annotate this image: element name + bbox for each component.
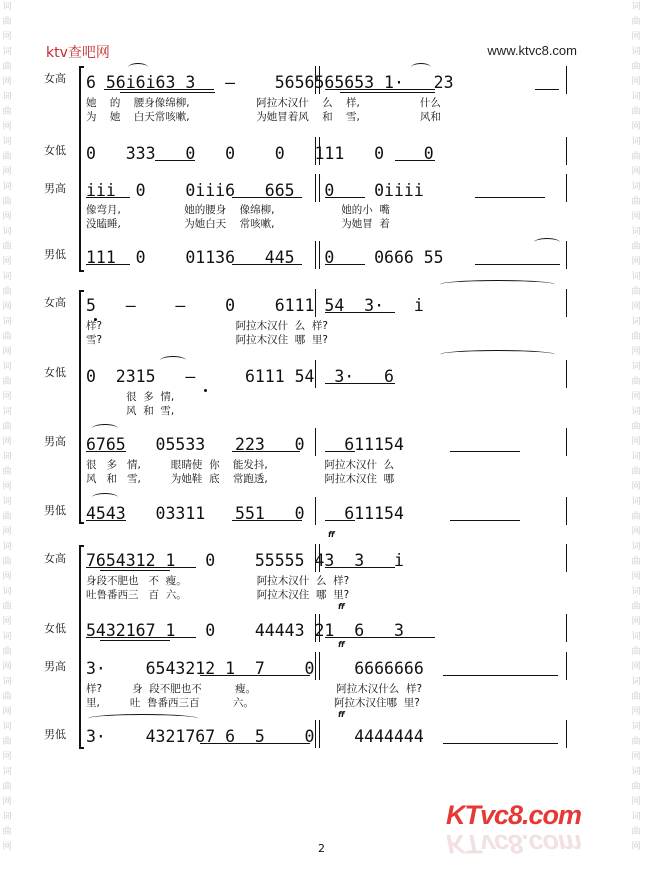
barline — [566, 174, 567, 202]
slur — [160, 356, 186, 365]
underline — [475, 197, 545, 198]
slur — [411, 63, 431, 72]
part-label-alto: 女低 — [44, 366, 66, 379]
barline — [315, 289, 316, 317]
notes-tenor-2: 6765 05533 223 0 611154 — [86, 435, 404, 454]
notes-alto-1: 0 333 0 0 0 111 0 0 — [86, 144, 434, 163]
barline — [566, 428, 567, 456]
underline — [340, 92, 435, 93]
underline — [86, 451, 126, 452]
underline — [86, 637, 196, 638]
part-label-soprano: 女高 — [44, 72, 66, 85]
notes-tenor-3: 3· 6543212 1 7 0 6666666 — [86, 659, 424, 678]
slur — [92, 493, 118, 502]
barline — [315, 544, 320, 572]
slur — [92, 424, 118, 433]
barline — [566, 289, 567, 317]
lyrics-soprano-1a: 她 的 腰身像绵柳, 阿拉木汉什 么 样, 什么 — [86, 97, 441, 109]
slur — [88, 714, 198, 723]
barline — [315, 174, 320, 202]
underline — [443, 675, 558, 676]
site-url[interactable]: www.ktvc8.com — [487, 43, 577, 58]
low-octave-dot — [204, 389, 207, 392]
lyrics-soprano-2a: 样? 阿拉木汉什 么 样? — [86, 320, 329, 332]
lyrics-soprano-1b: 为 她 白天常咳嗽, 为她冒着风 和 雪, 风和 — [86, 111, 441, 123]
underline — [86, 520, 126, 521]
notes-alto-2: 0 2315 – 6111 54 3· 6 — [86, 367, 394, 386]
underline — [325, 264, 365, 265]
slur — [128, 63, 148, 72]
barline — [315, 137, 320, 165]
system-bracket-2 — [79, 290, 84, 524]
notes-alto-3: 5432167 1 0 44443 21 6 3 — [86, 621, 404, 640]
barline — [566, 544, 567, 572]
dynamic-ff: ff — [338, 640, 345, 649]
part-label-tenor: 男高 — [44, 182, 66, 195]
lyrics-tenor-3b: 里, 吐 鲁番西三百 六。 阿拉木汉住哪 里? — [86, 697, 420, 709]
underline — [86, 264, 130, 265]
part-label-alto: 女低 — [44, 622, 66, 635]
barline — [566, 614, 567, 642]
lyrics-tenor-2a: 很 多 情, 眼睛使 你 能发抖, 阿拉木汉什 么 — [86, 459, 395, 471]
underline — [443, 743, 558, 744]
underline — [200, 743, 310, 744]
barline — [566, 360, 567, 388]
underline — [86, 197, 130, 198]
underline — [325, 197, 365, 198]
barline — [566, 720, 567, 748]
lyrics-tenor-1b: 没瞌睡, 为她白天 常咳嗽, 为她冒 着 — [86, 218, 390, 230]
notes-soprano-1: 6 56i6i63 3 – 5656565653 1· 23 — [86, 73, 454, 92]
lyrics-tenor-1a: 像弯月, 她的腰身 像绵柳, 她的小 嘴 — [86, 204, 390, 216]
part-label-tenor: 男高 — [44, 660, 66, 673]
barline — [566, 137, 567, 165]
dynamic-ff: ff — [338, 602, 345, 611]
underline — [325, 383, 395, 384]
part-label-bass: 男低 — [44, 248, 66, 261]
lyrics-soprano-2b: 雪? 阿拉木汉住 哪 里? — [86, 334, 329, 346]
barline — [315, 614, 320, 642]
barline — [315, 497, 316, 525]
dynamic-ff: ff — [328, 530, 335, 539]
barline — [315, 241, 320, 269]
barline — [315, 652, 320, 680]
dynamic-ff: ff — [338, 710, 345, 719]
site-logo[interactable]: ktv查吧网 — [46, 45, 110, 61]
underline — [325, 89, 435, 90]
footer-logo: KTvc8.com — [446, 800, 582, 830]
underline — [240, 451, 300, 452]
underline — [325, 637, 435, 638]
notes-soprano-3: 7654312 1 0 55555 43 3 i — [86, 551, 404, 570]
footer-logo-reflection: KTvc8.com — [446, 829, 582, 859]
underline — [155, 160, 195, 161]
barline — [566, 241, 567, 269]
underline — [232, 197, 302, 198]
underline — [104, 89, 214, 90]
barline — [566, 497, 567, 525]
underline — [232, 520, 302, 521]
lyrics-alto-2b: 风 和 雪, — [86, 405, 175, 417]
lyrics-tenor-3a: 样? 身 段不肥也不 瘦。 阿拉木汉什么 样? — [86, 683, 423, 695]
underline — [475, 264, 560, 265]
underline — [450, 520, 520, 521]
barline — [566, 652, 567, 680]
lyrics-alto-2a: 很 多 情, — [86, 391, 175, 403]
system-bracket-3 — [79, 545, 84, 749]
barline — [315, 360, 316, 388]
watermark-left: 词 曲 网 词 曲 网 词 曲 网 词 曲 网 词 曲 网 词 曲 网 词 曲 网 词 曲 网 词 曲 网 词 曲 网 词 曲 网 词 曲 网 词 曲 网 词 曲 网 词 曲 网 词 曲 网 词 曲 网 词 曲 网 词 曲 网 — [2, 2, 12, 852]
underline — [200, 675, 310, 676]
watermark-right: 词 曲 网 词 曲 网 词 曲 网 词 曲 网 词 曲 网 词 曲 网 词 曲 网 词 曲 网 词 曲 网 词 曲 网 词 曲 网 词 曲 网 词 曲 网 词 曲 网 词 曲 网 词 曲 网 词 曲 网 词 曲 网 词 曲 网 — [631, 2, 641, 852]
part-label-soprano: 女高 — [44, 552, 66, 565]
lyrics-tenor-2b: 风 和 雪, 为她鞋 底 常跑透, 阿拉木汉住 哪 — [86, 473, 395, 485]
underline — [325, 312, 395, 313]
lyrics-soprano-3b: 吐鲁番西三 百 六。 阿拉木汉住 哪 里? — [86, 589, 350, 601]
underline — [232, 264, 302, 265]
system-bracket-1 — [79, 66, 84, 272]
part-label-soprano: 女高 — [44, 296, 66, 309]
barline — [315, 720, 320, 748]
underline — [325, 567, 395, 568]
underline — [100, 570, 170, 571]
slur — [440, 280, 555, 289]
page-number: 2 — [318, 842, 325, 855]
notes-bass-1: 111 0 01136 445 0 0666 55 — [86, 248, 444, 267]
underline — [395, 160, 435, 161]
underline — [325, 451, 355, 452]
slur — [534, 238, 560, 247]
lyrics-soprano-3a: 身段不肥也 不 瘦。 阿拉木汉什 么 样? — [86, 575, 350, 587]
part-label-tenor: 男高 — [44, 435, 66, 448]
underline — [325, 520, 355, 521]
underline — [120, 92, 215, 93]
barline — [566, 66, 567, 94]
part-label-bass: 男低 — [44, 728, 66, 741]
notes-soprano-2: 5 – – 0 6111 54 3· i — [86, 296, 424, 315]
underline — [86, 567, 196, 568]
underline — [450, 451, 520, 452]
underline — [100, 640, 170, 641]
underline — [535, 89, 559, 90]
part-label-bass: 男低 — [44, 504, 66, 517]
barline — [315, 66, 320, 94]
notes-bass-3: 3· 4321767 6 5 0 4444444 — [86, 727, 424, 746]
slur — [440, 350, 555, 359]
part-label-alto: 女低 — [44, 144, 66, 157]
barline — [315, 428, 316, 456]
notes-bass-2: 4543 03311 551 0 611154 — [86, 504, 404, 523]
notes-tenor-1: iii 0 0iii6 665 0 0iiii — [86, 181, 424, 200]
